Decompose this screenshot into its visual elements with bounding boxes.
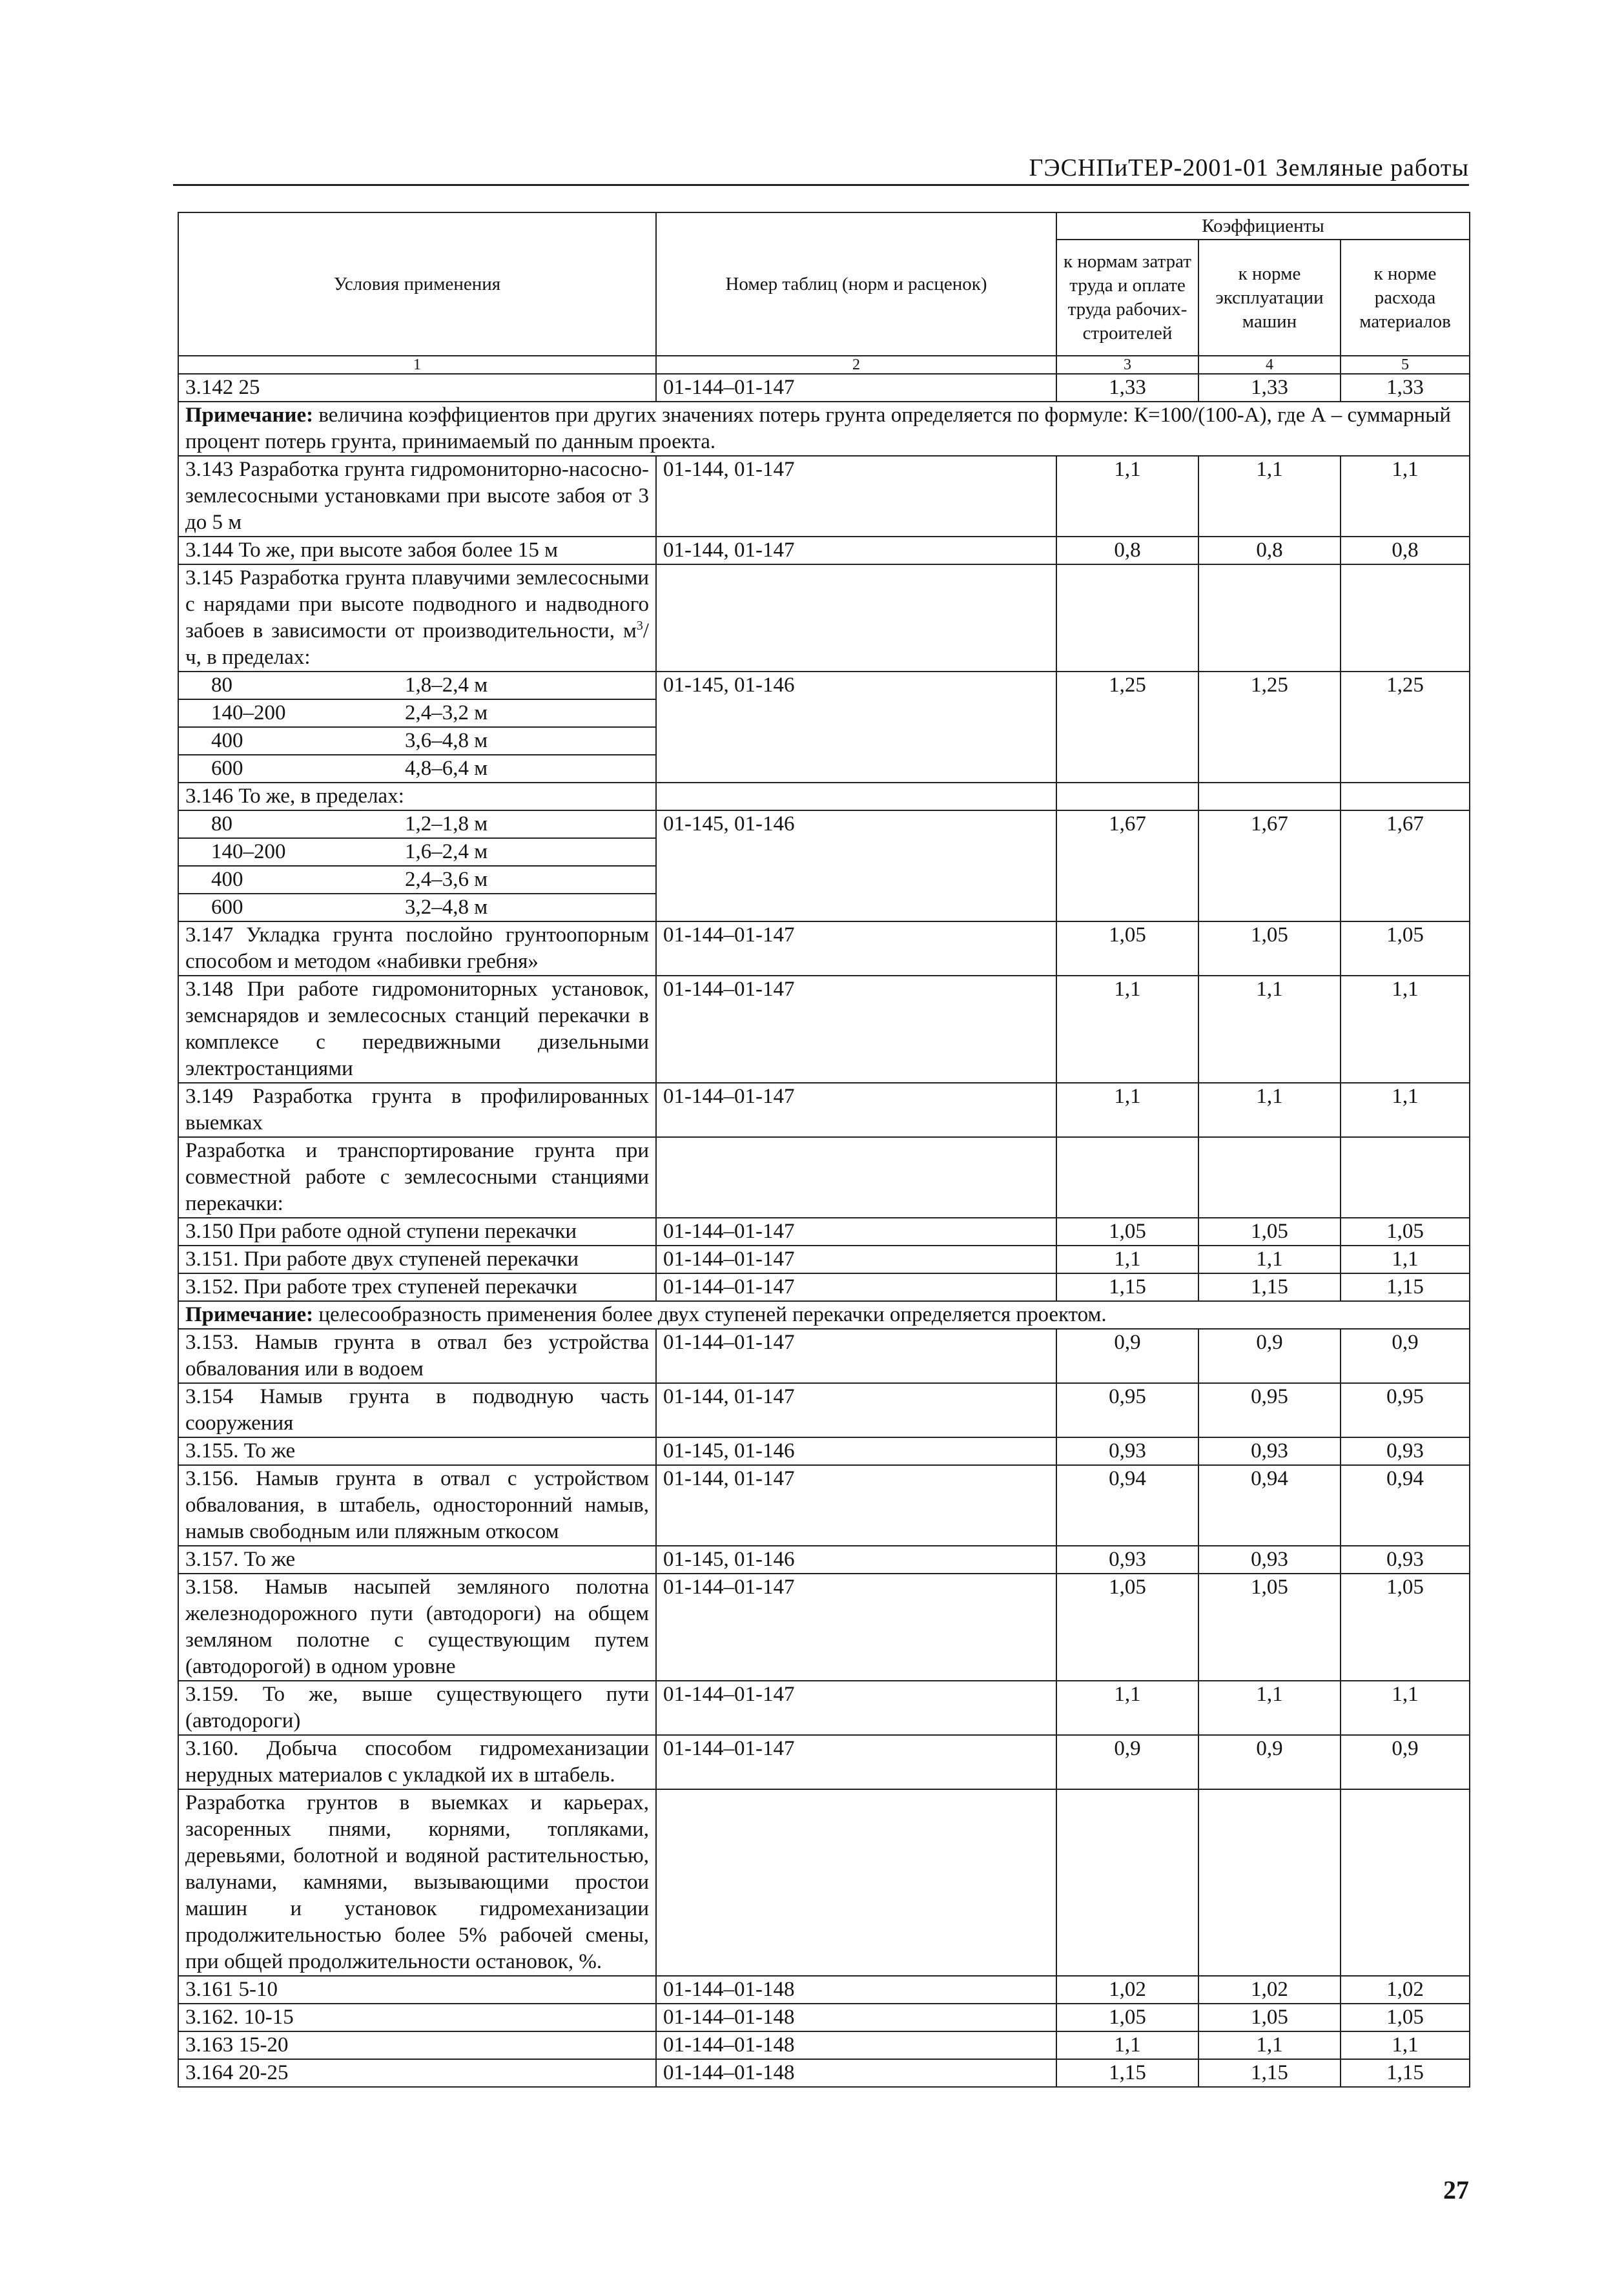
table-row [178,672,1470,783]
labor-coefficient: 0,93 [1056,1437,1198,1465]
machine-coefficient: 1,02 [1198,1976,1341,2004]
machine-coefficient: 0,95 [1198,1383,1341,1437]
table-row [178,1137,1470,1218]
machine-coefficient [1198,1789,1341,1976]
table-row [178,402,1470,456]
header-conditions: Условия применения [178,212,656,356]
material-coefficient: 0,8 [1341,537,1470,564]
table-number-cell: 01-144–01-148 [656,2059,1056,2087]
table-number-cell [656,564,1056,672]
height-range: 4,8–6,4 м [405,757,488,780]
table-row [178,564,1470,672]
machine-coefficient [1198,1137,1341,1218]
condition-cell [178,810,656,921]
condition-text: 3.160. Добыча способом гидромеханизации нерудных материалов с укладкой их в штабель. [185,1737,649,1787]
labor-coefficient: 1,25 [1056,672,1198,783]
header-labor: к нормам затрат труда и оплате труда рабочих-строителей [1056,240,1198,356]
machine-coefficient: 1,1 [1198,1246,1341,1273]
machine-coefficient: 0,93 [1198,1437,1341,1465]
table-number-cell: 01-144–01-147 [656,1246,1056,1273]
productivity-value: 400 [211,729,243,752]
table-number-cell: 01-144–01-148 [656,1976,1056,2004]
condition-text: 3.153. Намыв грунта в отвал без устройства обвалования или в водоем [185,1331,649,1381]
condition-cell [178,1465,656,1546]
condition-cell [178,1976,656,2004]
condition-cell [178,1246,656,1273]
machine-coefficient: 1,05 [1198,921,1341,976]
labor-coefficient: 1,1 [1056,1246,1198,1273]
condition-cell [178,2004,656,2031]
condition-text: 3.146 То же, в пределах: [185,785,404,808]
table-row [178,976,1470,1083]
machine-coefficient: 0,8 [1198,537,1341,564]
labor-coefficient: 1,67 [1056,810,1198,921]
table-row [178,1383,1470,1437]
machine-coefficient: 1,33 [1198,374,1341,402]
table-row [178,1218,1470,1246]
machine-coefficient: 0,9 [1198,1735,1341,1789]
table-number-cell: 01-144–01-147 [656,1681,1056,1735]
productivity-value: 80 [211,673,232,697]
table-row [178,1574,1470,1681]
table-row [178,1735,1470,1789]
table-row [178,537,1470,564]
col-number: 2 [656,356,1056,374]
material-coefficient: 1,05 [1341,1574,1470,1681]
range-line [179,700,655,728]
table-row [178,1546,1470,1574]
condition-cell [178,1273,656,1301]
condition-text: 3.147 Укладка грунта послойно грунтоопорным способом и методом «набивки гребня» [185,923,649,973]
machine-coefficient [1198,564,1341,672]
height-range: 1,8–2,4 м [405,673,488,697]
condition-cell [178,2031,656,2059]
material-coefficient: 1,67 [1341,810,1470,921]
table-number-cell: 01-144–01-147 [656,921,1056,976]
table-number-cell: 01-144, 01-147 [656,456,1056,537]
table-row [178,2031,1470,2059]
header-table-numbers: Номер таблиц (норм и расценок) [656,212,1056,356]
table-number-cell: 01-144–01-147 [656,374,1056,402]
material-coefficient: 1,02 [1341,1976,1470,2004]
material-coefficient [1341,564,1470,672]
height-range: 1,2–1,8 м [405,812,488,836]
labor-coefficient: 1,1 [1056,976,1198,1083]
machine-coefficient: 1,1 [1198,2031,1341,2059]
table-row [178,921,1470,976]
condition-text: Разработка грунтов в выемках и карьерах, засоренных пнями, корнями, топляками, деревьями, болотной и водяной растительностью, валунами, камнями, вызывающими простои машин и установок гидромеханизации продолжительностью более 5% рабочей смены, при общей продолжительности остановок, %. [185,1791,649,1973]
condition-text: 3.159. То же, выше существующего пути (автодороги) [185,1683,649,1732]
col-number: 5 [1341,356,1470,374]
superscript: 3 [636,619,643,633]
table-number-cell: 01-144–01-147 [656,1735,1056,1789]
table-number-cell [656,1789,1056,1976]
labor-coefficient: 1,1 [1056,1083,1198,1137]
condition-text: 3.157. То же [185,1548,296,1571]
labor-coefficient [1056,1789,1198,1976]
material-coefficient: 1,05 [1341,921,1470,976]
material-coefficient: 1,1 [1341,1083,1470,1137]
table-number-cell: 01-144–01-147 [656,1083,1056,1137]
condition-cell [178,456,656,537]
condition-cell [178,1735,656,1789]
labor-coefficient: 1,05 [1056,921,1198,976]
material-coefficient [1341,1137,1470,1218]
condition-cell [178,921,656,976]
labor-coefficient: 0,94 [1056,1465,1198,1546]
material-coefficient: 0,95 [1341,1383,1470,1437]
machine-coefficient: 1,05 [1198,1574,1341,1681]
header-materials: к норме расхода материалов [1341,240,1470,356]
table-number-cell: 01-144–01-147 [656,1574,1056,1681]
table-row [178,1789,1470,1976]
range-line [179,867,655,894]
note-cell [178,1301,1470,1329]
material-coefficient: 1,33 [1341,374,1470,402]
table-number-cell: 01-144, 01-147 [656,1465,1056,1546]
productivity-value: 140–200 [211,840,286,863]
labor-coefficient [1056,783,1198,810]
machine-coefficient: 1,67 [1198,810,1341,921]
machine-coefficient: 1,05 [1198,1218,1341,1246]
productivity-value: 80 [211,812,232,836]
height-range: 2,4–3,6 м [405,868,488,891]
height-range: 1,6–2,4 м [405,840,488,863]
material-coefficient: 1,15 [1341,2059,1470,2087]
condition-cell [178,1383,656,1437]
table-body [178,374,1470,2087]
col-number: 1 [178,356,656,374]
table-row [178,1329,1470,1383]
material-coefficient: 1,1 [1341,1681,1470,1735]
table-number-cell: 01-145, 01-146 [656,672,1056,783]
labor-coefficient: 0,95 [1056,1383,1198,1437]
machine-coefficient [1198,783,1341,810]
table-number-cell: 01-144, 01-147 [656,1383,1056,1437]
range-line [179,672,655,700]
machine-coefficient: 1,25 [1198,672,1341,783]
condition-text: 3.149 Разработка грунта в профилированных выемках [185,1085,649,1135]
machine-coefficient: 0,94 [1198,1465,1341,1546]
labor-coefficient: 1,33 [1056,374,1198,402]
range-line [179,811,655,839]
condition-cell [178,564,656,672]
condition-cell [178,1789,656,1976]
condition-cell [178,1137,656,1218]
table-number-cell: 01-144–01-148 [656,2031,1056,2059]
labor-coefficient: 1,02 [1056,1976,1198,2004]
machine-coefficient: 1,15 [1198,2059,1341,2087]
note-text: целесообразность применения более двух ступеней перекачки определяется проектом. [313,1303,1107,1326]
condition-cell [178,1218,656,1246]
labor-coefficient: 1,15 [1056,1273,1198,1301]
material-coefficient: 1,05 [1341,1218,1470,1246]
condition-text: 3.155. То же [185,1439,296,1463]
machine-coefficient: 1,15 [1198,1273,1341,1301]
range-line [179,894,655,921]
table-row [178,1083,1470,1137]
condition-text: 3.150 При работе одной ступени перекачки [185,1220,577,1243]
table-number-cell: 01-144–01-147 [656,976,1056,1083]
table-number-cell: 01-144–01-148 [656,2004,1056,2031]
running-header: ГЭСНПиТЕР-2001-01 Земляные работы [1029,154,1469,181]
range-line [179,755,655,782]
labor-coefficient: 1,1 [1056,1681,1198,1735]
note-label: Примечание: [185,1303,314,1326]
header-machines: к норме эксплуатации машин [1198,240,1341,356]
header-rule [173,184,1469,186]
condition-text: 3.152. При работе трех ступеней перекачки [185,1275,577,1299]
productivity-value: 140–200 [211,701,286,724]
machine-coefficient: 1,05 [1198,2004,1341,2031]
condition-text: 3.151. При работе двух ступеней перекачки [185,1248,579,1271]
material-coefficient: 1,1 [1341,456,1470,537]
table-number-cell: 01-145, 01-146 [656,810,1056,921]
condition-cell [178,1083,656,1137]
condition-text: 3.156. Намыв грунта в отвал с устройством обвалования, в штабель, односторонний намыв, намыв свободным или пляжным откосом [185,1467,649,1543]
condition-cell [178,1681,656,1735]
condition-text-tail: /ч, в пределах: [185,619,649,669]
condition-text: 3.164 20-25 [185,2061,289,2084]
coefficients-table [178,212,1470,2088]
material-coefficient: 0,94 [1341,1465,1470,1546]
condition-text: 3.144 То же, при высоте забоя более 15 м [185,539,559,562]
table-number-cell: 01-145, 01-146 [656,1546,1056,1574]
condition-text: 3.163 15-20 [185,2033,289,2057]
machine-coefficient: 0,93 [1198,1546,1341,1574]
condition-text: Разработка и транспортирование грунта при совместной работе с землесосными станциями перекачки: [185,1139,649,1215]
condition-text: 3.154 Намыв грунта в подводную часть сооружения [185,1385,649,1435]
machine-coefficient: 1,1 [1198,1681,1341,1735]
labor-coefficient: 1,05 [1056,1218,1198,1246]
labor-coefficient: 0,93 [1056,1546,1198,1574]
productivity-value: 600 [211,896,243,919]
condition-text: 3.162. 10-15 [185,2006,294,2029]
table-row [178,1976,1470,2004]
condition-cell [178,976,656,1083]
condition-cell [178,1329,656,1383]
col-number: 4 [1198,356,1341,374]
header-coefficients: Коэффициенты [1056,212,1470,240]
condition-cell [178,1546,656,1574]
table-row [178,2004,1470,2031]
table-row [178,2059,1470,2087]
table-row [178,1246,1470,1273]
height-range: 2,4–3,2 м [405,701,488,724]
table-row [178,1465,1470,1546]
condition-text: 3.148 При работе гидромониторных установок, земснарядов и землесосных станций перекачки в комплексе с передвижными дизельными электростанциями [185,978,649,1080]
condition-cell [178,537,656,564]
note-label: Примечание: [185,404,314,427]
condition-text: 3.145 Разработка грунта плавучими землесосными с нарядами при высоте подводного и надводного забоев в зависимости от производительности, м [185,566,649,642]
col-number: 3 [1056,356,1198,374]
condition-cell [178,783,656,810]
table-row [178,1301,1470,1329]
material-coefficient: 0,9 [1341,1735,1470,1789]
labor-coefficient: 0,9 [1056,1735,1198,1789]
material-coefficient: 1,1 [1341,2031,1470,2059]
table-row [178,810,1470,921]
condition-text: 3.142 25 [185,376,260,399]
table-number-cell [656,1137,1056,1218]
labor-coefficient: 1,1 [1056,456,1198,537]
table-number-cell: 01-144–01-147 [656,1273,1056,1301]
table-number-cell: 01-144–01-147 [656,1329,1056,1383]
material-coefficient: 0,9 [1341,1329,1470,1383]
condition-cell [178,1437,656,1465]
material-coefficient: 1,1 [1341,976,1470,1083]
material-coefficient: 1,1 [1341,1246,1470,1273]
labor-coefficient: 1,15 [1056,2059,1198,2087]
table-row [178,1273,1470,1301]
table-number-cell: 01-145, 01-146 [656,1437,1056,1465]
condition-text: 3.161 5-10 [185,1978,278,2001]
material-coefficient: 1,05 [1341,2004,1470,2031]
material-coefficient: 0,93 [1341,1437,1470,1465]
condition-text: 3.158. Намыв насыпей земляного полотна железнодорожного пути (автодороги) на общем земляном полотне с существующим путем (автодорогой) в одном уровне [185,1576,649,1678]
labor-coefficient [1056,1137,1198,1218]
condition-cell [178,672,656,783]
machine-coefficient: 1,1 [1198,1083,1341,1137]
material-coefficient [1341,1789,1470,1976]
table-row [178,783,1470,810]
condition-cell [178,2059,656,2087]
table-row [178,456,1470,537]
table-row [178,374,1470,402]
material-coefficient [1341,783,1470,810]
material-coefficient: 0,93 [1341,1546,1470,1574]
material-coefficient: 1,15 [1341,1273,1470,1301]
labor-coefficient: 1,1 [1056,2031,1198,2059]
table-number-cell: 01-144–01-147 [656,1218,1056,1246]
material-coefficient: 1,25 [1341,672,1470,783]
height-range: 3,6–4,8 м [405,729,488,752]
labor-coefficient [1056,564,1198,672]
condition-cell [178,374,656,402]
labor-coefficient: 0,9 [1056,1329,1198,1383]
height-range: 3,2–4,8 м [405,896,488,919]
condition-text: 3.143 Разработка грунта гидромониторно-насосно-землесосными установками при высоте забоя от 3 до 5 м [185,458,649,534]
note-cell [178,402,1470,456]
machine-coefficient: 1,1 [1198,456,1341,537]
table-row [178,1681,1470,1735]
note-text: величина коэффициентов при других значениях потерь грунта определяется по формуле: К=100/(100-А), где А – суммарный процент потерь грунта, принимаемый по данным проекта. [185,404,1451,453]
productivity-value: 600 [211,757,243,780]
labor-coefficient: 0,8 [1056,537,1198,564]
machine-coefficient: 0,9 [1198,1329,1341,1383]
labor-coefficient: 1,05 [1056,1574,1198,1681]
machine-coefficient: 1,1 [1198,976,1341,1083]
page-number: 27 [1443,2175,1469,2204]
table-number-cell [656,783,1056,810]
labor-coefficient: 1,05 [1056,2004,1198,2031]
table-row [178,1437,1470,1465]
condition-cell [178,1574,656,1681]
range-line [179,839,655,867]
range-line [179,728,655,755]
table-number-cell: 01-144, 01-147 [656,537,1056,564]
productivity-value: 400 [211,868,243,891]
